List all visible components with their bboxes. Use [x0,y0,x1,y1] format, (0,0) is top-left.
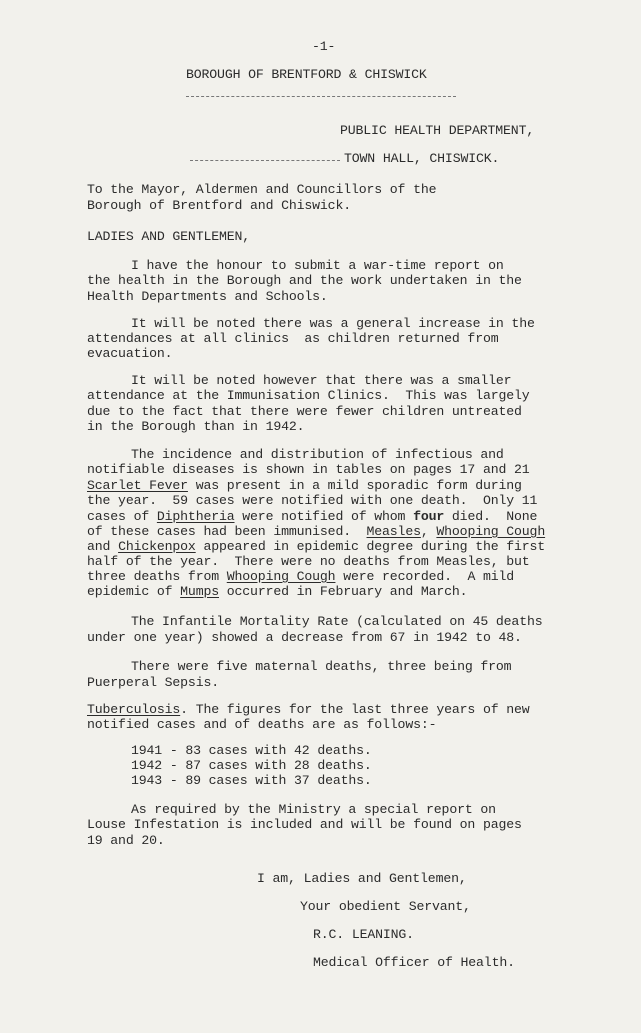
para1-line1: I have the honour to submit a war-time report on [131,258,504,273]
para4-line7-pre: and [87,539,119,554]
term-whooping-cough-2: Whooping Cough [226,569,336,584]
term-mumps: Mumps [180,584,219,599]
para4-line5-post: died. None [444,509,538,524]
term-chickenpox: Chickenpox [118,539,196,554]
para4-line10 [87,585,467,599]
para4-line9-post: were recorded. A mild [335,569,515,584]
para4-line9-pre: three deaths from [87,569,227,584]
signatory-name: R.C. LEANING. [313,927,414,942]
para2-line2: attendances at all clinics as children returned from [87,331,499,346]
para6-line2: Puerperal Sepsis. [87,675,219,690]
address-line-1: PUBLIC HEALTH DEPARTMENT, [340,123,535,138]
para4-line5 [87,510,537,524]
para4-line5-mid: were notified of whom [234,509,414,524]
para5-line2: under one year) showed a decrease from 67 in 1942 to 48. [87,630,522,645]
para3-line4: in the Borough than in 1942. [87,419,305,434]
tb-row-1941: 1941 - 83 cases with 42 deaths. [131,743,372,758]
para8-line3: 19 and 20. [87,833,165,848]
page-number: -1- [312,39,336,54]
para2-line3: evacuation. [87,346,173,361]
addressee-line-1: To the Mayor, Aldermen and Councillors of the [87,182,437,197]
para4-line7-post: appeared in epidemic degree during the first [195,539,546,554]
para7-line1 [87,703,530,717]
para4-line5-pre: cases of [87,509,157,524]
greeting: LADIES AND GENTLEMEN, [87,229,251,244]
term-diphtheria: Diphtheria [156,509,235,524]
para4-line1: The incidence and distribution of infectious and [131,447,504,462]
addressee-line-2: Borough of Brentford and Chiswick. [87,198,351,213]
para4-line3 [87,479,522,493]
para7-line1-text: . The figures for the last three years of new [180,702,530,717]
para4-line6 [87,525,545,539]
para4-line7 [87,540,545,554]
tb-row-1943: 1943 - 89 cases with 37 deaths. [131,773,372,788]
heading-rule [186,96,456,97]
para4-line6-sep: , [420,524,437,539]
signatory-title: Medical Officer of Health. [313,955,515,970]
para4-line8: half of the year. There were no deaths from Measles, but [87,554,530,569]
term-measles: Measles [366,524,421,539]
para3-line2: attendance at the Immunisation Clinics. This was largely [87,388,530,403]
term-whooping-cough: Whooping Cough [436,524,546,539]
closing-line-2: Your obedient Servant, [300,899,471,914]
para7-line2: notified cases and of deaths are as follows:- [87,717,437,732]
para4-line10-pre: epidemic of [87,584,181,599]
para4-line3-text: was present in a mild sporadic form during [187,478,522,493]
bold-four: four [413,509,445,524]
para4-line4: the year. 59 cases were notified with one death. Only 11 [87,493,538,508]
tb-row-1942: 1942 - 87 cases with 28 deaths. [131,758,372,773]
para6-line1: There were five maternal deaths, three being from [131,659,512,674]
para1-line3: Health Departments and Schools. [87,289,328,304]
para4-line10-post: occurred in February and March. [219,584,468,599]
para4-line6-pre: of these cases had been immunised. [87,524,367,539]
document-heading: BOROUGH OF BRENTFORD & CHISWICK [186,67,427,82]
para1-line2: the health in the Borough and the work undertaken in the [87,273,522,288]
para4-line2: notifiable diseases is shown in tables on pages 17 and 21 [87,462,530,477]
para3-line3: due to the fact that there were fewer children untreated [87,404,522,419]
para8-line1: As required by the Ministry a special report on [131,802,496,817]
address-line-2: TOWN HALL, CHISWICK. [344,151,500,166]
para2-line1: It will be noted there was a general increase in the [131,316,535,331]
para5-line1: The Infantile Mortality Rate (calculated on 45 deaths [131,614,543,629]
address-rule [190,160,340,161]
para4-line9 [87,570,514,584]
term-tuberculosis: Tuberculosis [87,702,181,717]
closing-line-1: I am, Ladies and Gentlemen, [257,871,467,886]
para8-line2: Louse Infestation is included and will be found on pages [87,817,522,832]
term-scarlet-fever: Scarlet Fever [87,478,188,493]
para3-line1: It will be noted however that there was a smaller [131,373,512,388]
